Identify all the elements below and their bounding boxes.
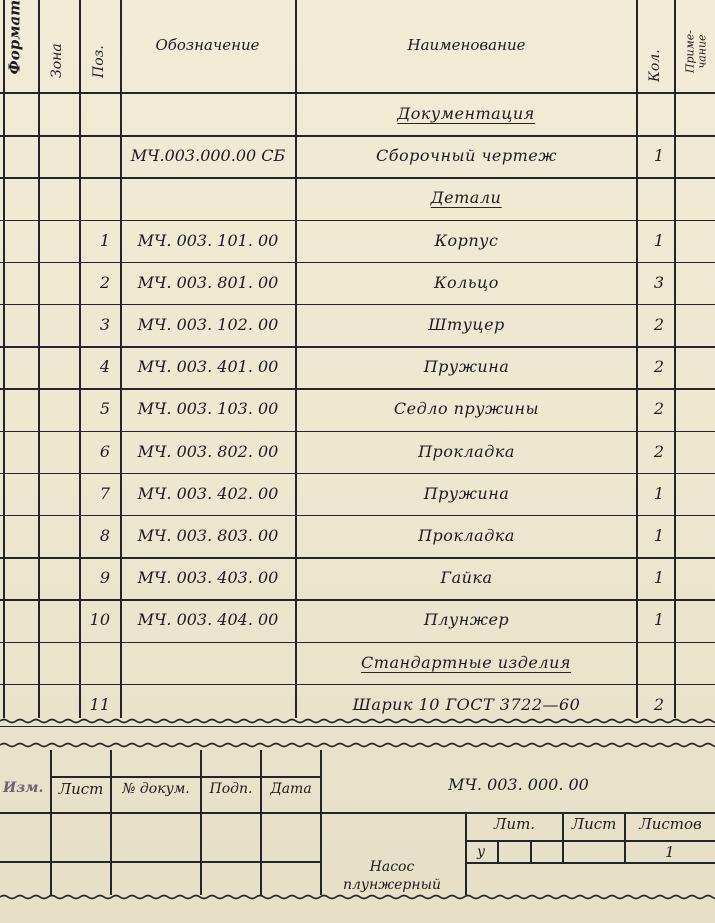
- designation-cell: МЧ. 003. 404. 00: [137, 610, 279, 630]
- name-cell: Пружина: [423, 357, 510, 377]
- table-row: [0, 600, 715, 642]
- tb-date: Дата: [270, 781, 312, 797]
- qty-cell: 1: [653, 610, 664, 630]
- tb-rule: [465, 840, 715, 842]
- name-cell: Документация: [397, 104, 535, 124]
- tb-line: [50, 750, 52, 895]
- tb-rule: [50, 776, 320, 778]
- header-designation: Обозначение: [155, 36, 260, 54]
- name-cell: Штуцер: [428, 315, 505, 335]
- tb-doc-no: № докум.: [122, 781, 190, 797]
- designation-cell: МЧ. 003. 402. 00: [137, 483, 279, 503]
- pos-cell: 7: [99, 483, 110, 503]
- tb-sheets: Листов: [639, 815, 702, 833]
- table-row: [0, 263, 715, 305]
- tb-list: Лист: [58, 780, 104, 798]
- header-note: Приме- чание: [683, 30, 708, 74]
- qty-cell: 1: [653, 230, 664, 250]
- qty-cell: 2: [653, 694, 664, 714]
- table-row: [0, 474, 715, 516]
- pos-cell: 6: [99, 441, 110, 461]
- designation-cell: МЧ. 003. 103. 00: [137, 399, 279, 419]
- tb-line: [110, 750, 112, 895]
- designation-cell: МЧ. 003. 403. 00: [137, 568, 279, 588]
- break-line-bottom: [0, 738, 715, 752]
- tb-designation: МЧ. 003. 000. 00: [448, 775, 589, 794]
- tb-rule: [0, 861, 320, 863]
- header-pos: Поз.: [91, 45, 107, 78]
- section-row: [0, 178, 715, 220]
- name-cell: Корпус: [434, 230, 499, 250]
- tb-sheet: Лист: [571, 815, 617, 833]
- tb-product-name-1: Насос: [369, 859, 415, 875]
- table-row: [0, 432, 715, 474]
- table-row: [0, 558, 715, 600]
- table-row: [0, 305, 715, 347]
- name-cell: Кольцо: [434, 272, 499, 292]
- pos-cell: 10: [89, 610, 110, 630]
- pos-cell: 8: [99, 526, 110, 546]
- qty-cell: 2: [653, 315, 664, 335]
- table-row: [0, 389, 715, 431]
- tb-line: [497, 840, 499, 862]
- pos-cell: 11: [89, 694, 110, 714]
- tb-sheets-value: 1: [665, 843, 675, 861]
- pos-cell: 3: [99, 315, 110, 335]
- qty-cell: 1: [653, 483, 664, 503]
- tb-line: [200, 750, 202, 895]
- name-cell: Детали: [430, 188, 502, 208]
- break-line-top: [0, 714, 715, 728]
- qty-cell: 2: [653, 441, 664, 461]
- header-format: Формат: [5, 0, 24, 75]
- qty-cell: 2: [653, 399, 664, 419]
- table-row: [0, 221, 715, 263]
- tb-lit-value: у: [477, 844, 486, 860]
- designation-cell: МЧ.003.000.00 СБ: [130, 146, 286, 166]
- designation-cell: МЧ. 003. 803. 00: [137, 526, 279, 546]
- name-cell: Шарик 10 ГОСТ 3722—60: [352, 694, 581, 714]
- table-row: [0, 347, 715, 389]
- name-cell: Стандартные изделия: [361, 652, 571, 672]
- table-row: [0, 516, 715, 558]
- pos-cell: 2: [99, 272, 110, 292]
- tb-product-name-2: плунжерный: [342, 877, 442, 893]
- name-cell: Седло пружины: [393, 399, 540, 419]
- pos-cell: 9: [99, 568, 110, 588]
- qty-cell: 3: [653, 272, 664, 292]
- tb-rule: [0, 812, 715, 814]
- qty-cell: 1: [653, 568, 664, 588]
- qty-cell: 1: [653, 526, 664, 546]
- tb-line: [530, 840, 532, 862]
- pos-cell: 5: [99, 399, 110, 419]
- name-cell: Плунжер: [423, 610, 510, 630]
- name-cell: Пружина: [423, 483, 510, 503]
- designation-cell: МЧ. 003. 802. 00: [137, 441, 279, 461]
- name-cell: Гайка: [440, 568, 493, 588]
- tb-lit: Лит.: [493, 815, 536, 833]
- tb-izm: Изм.: [3, 780, 44, 796]
- designation-cell: МЧ. 003. 401. 00: [137, 357, 279, 377]
- tb-rule: [465, 862, 715, 864]
- header-qty: Кол.: [647, 49, 663, 82]
- name-cell: Прокладка: [418, 441, 515, 461]
- break-line-end: [0, 890, 715, 904]
- name-cell: Сборочный чертеж: [376, 146, 557, 166]
- pos-cell: 4: [99, 357, 110, 377]
- pos-cell: 1: [99, 230, 110, 250]
- tb-line: [260, 750, 262, 895]
- section-row: [0, 643, 715, 685]
- header-zone: Зона: [49, 43, 65, 78]
- section-row: [0, 94, 715, 136]
- tb-sign: Подп.: [209, 781, 253, 797]
- designation-cell: МЧ. 003. 102. 00: [137, 315, 279, 335]
- table-row: [0, 136, 715, 178]
- designation-cell: МЧ. 003. 101. 00: [137, 230, 279, 250]
- designation-cell: МЧ. 003. 801. 00: [137, 272, 279, 292]
- name-cell: Прокладка: [418, 526, 515, 546]
- qty-cell: 2: [653, 357, 664, 377]
- qty-cell: 1: [653, 146, 664, 166]
- header-name: Наименование: [407, 36, 526, 54]
